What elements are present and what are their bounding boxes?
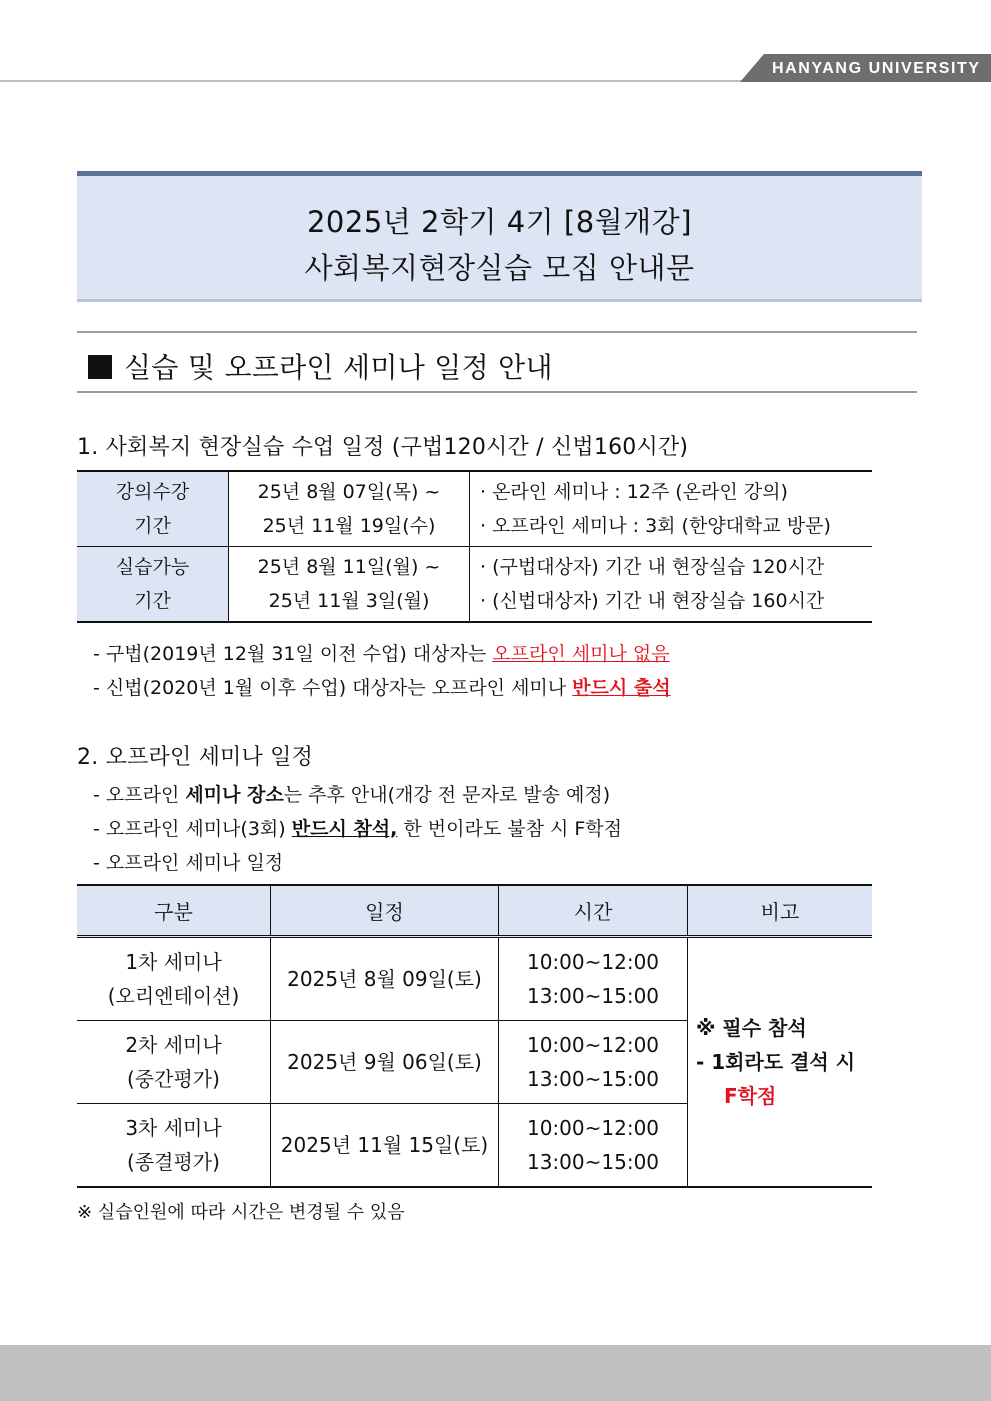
part1-heading: 1. 사회복지 현장실습 수업 일정 (구법120시간 / 신법160시간) bbox=[77, 435, 689, 460]
seminar-name: 3차 세미나 (종결평가) bbox=[77, 1104, 271, 1188]
footnote: ※ 실습인원에 따라 시간은 변경될 수 있음 bbox=[77, 1202, 405, 1223]
row-label: 실습가능 기간 bbox=[77, 547, 229, 623]
seminar-date: 2025년 9월 06일(토) bbox=[271, 1021, 499, 1104]
col-header: 비고 bbox=[688, 885, 873, 937]
row-description: · 온라인 세미나 : 12주 (온라인 강의) · 오프라인 세미나 : 3회 (한양대학교 방문) bbox=[470, 471, 873, 547]
section-rule-top bbox=[77, 331, 917, 333]
seminar-name: 1차 세미나 (오리엔테이션) bbox=[77, 937, 271, 1021]
note-highlight: 반드시 출석 bbox=[572, 677, 671, 699]
row-period: 25년 8월 11일(월) ~ 25년 11월 3일(월) bbox=[229, 547, 470, 623]
seminar-time: 10:00~12:00 13:00~15:00 bbox=[499, 937, 688, 1021]
note-highlight: 오프라인 세미나 없음 bbox=[492, 643, 670, 665]
title-line-1: 2025년 2학기 4기 [8월개강] bbox=[306, 205, 693, 239]
note-old-law: - 구법(2019년 12월 31일 이전 수업) 대상자는 오프라인 세미나 없음 bbox=[93, 643, 670, 665]
row-description: · (구법대상자) 기간 내 현장실습 120시간 · (신법대상자) 기간 내 현장실습 160시간 bbox=[470, 547, 873, 623]
title-line-2: 사회복지현장실습 모집 안내문 bbox=[304, 251, 695, 285]
bullet-schedule: - 오프라인 세미나 일정 bbox=[93, 852, 284, 874]
remark-cell: ※ 필수 참석 - 1회라도 결석 시 F학점 bbox=[688, 937, 873, 1188]
seminar-schedule-table bbox=[77, 884, 872, 1188]
section-rule-bottom bbox=[77, 391, 917, 393]
note-new-law: - 신법(2020년 1월 이후 수업) 대상자는 오프라인 세미나 반드시 출석 bbox=[93, 677, 671, 699]
col-header: 시간 bbox=[499, 885, 688, 937]
practice-schedule-table bbox=[77, 470, 872, 623]
table-header-row bbox=[77, 885, 872, 937]
seminar-time: 10:00~12:00 13:00~15:00 bbox=[499, 1104, 688, 1188]
row-period: 25년 8월 07일(목) ~ 25년 11월 19일(수) bbox=[229, 471, 470, 547]
table-row bbox=[77, 471, 872, 547]
table-row bbox=[77, 547, 872, 623]
seminar-date: 2025년 11월 15일(토) bbox=[271, 1104, 499, 1188]
col-header: 일정 bbox=[271, 885, 499, 937]
square-bullet-icon bbox=[88, 355, 112, 379]
footer-bar bbox=[0, 1345, 991, 1401]
seminar-date: 2025년 8월 09일(토) bbox=[271, 937, 499, 1021]
table-row bbox=[77, 937, 872, 1021]
section-title bbox=[88, 346, 553, 386]
bullet-location: - 오프라인 세미나 장소는 추후 안내(개강 전 문자로 발송 예정) bbox=[93, 784, 611, 806]
seminar-name: 2차 세미나 (중간평가) bbox=[77, 1021, 271, 1104]
row-label: 강의수강 기간 bbox=[77, 471, 229, 547]
university-name: HANYANG UNIVERSITY bbox=[772, 60, 981, 77]
title-box bbox=[77, 171, 922, 302]
section-title-text: 실습 및 오프라인 세미나 일정 안내 bbox=[124, 351, 553, 384]
part2-heading: 2. 오프라인 세미나 일정 bbox=[77, 745, 314, 770]
col-header: 구분 bbox=[77, 885, 271, 937]
seminar-time: 10:00~12:00 13:00~15:00 bbox=[499, 1021, 688, 1104]
bullet-attendance: - 오프라인 세미나(3회) 반드시 참석, 한 번이라도 불참 시 F학점 bbox=[93, 818, 623, 840]
